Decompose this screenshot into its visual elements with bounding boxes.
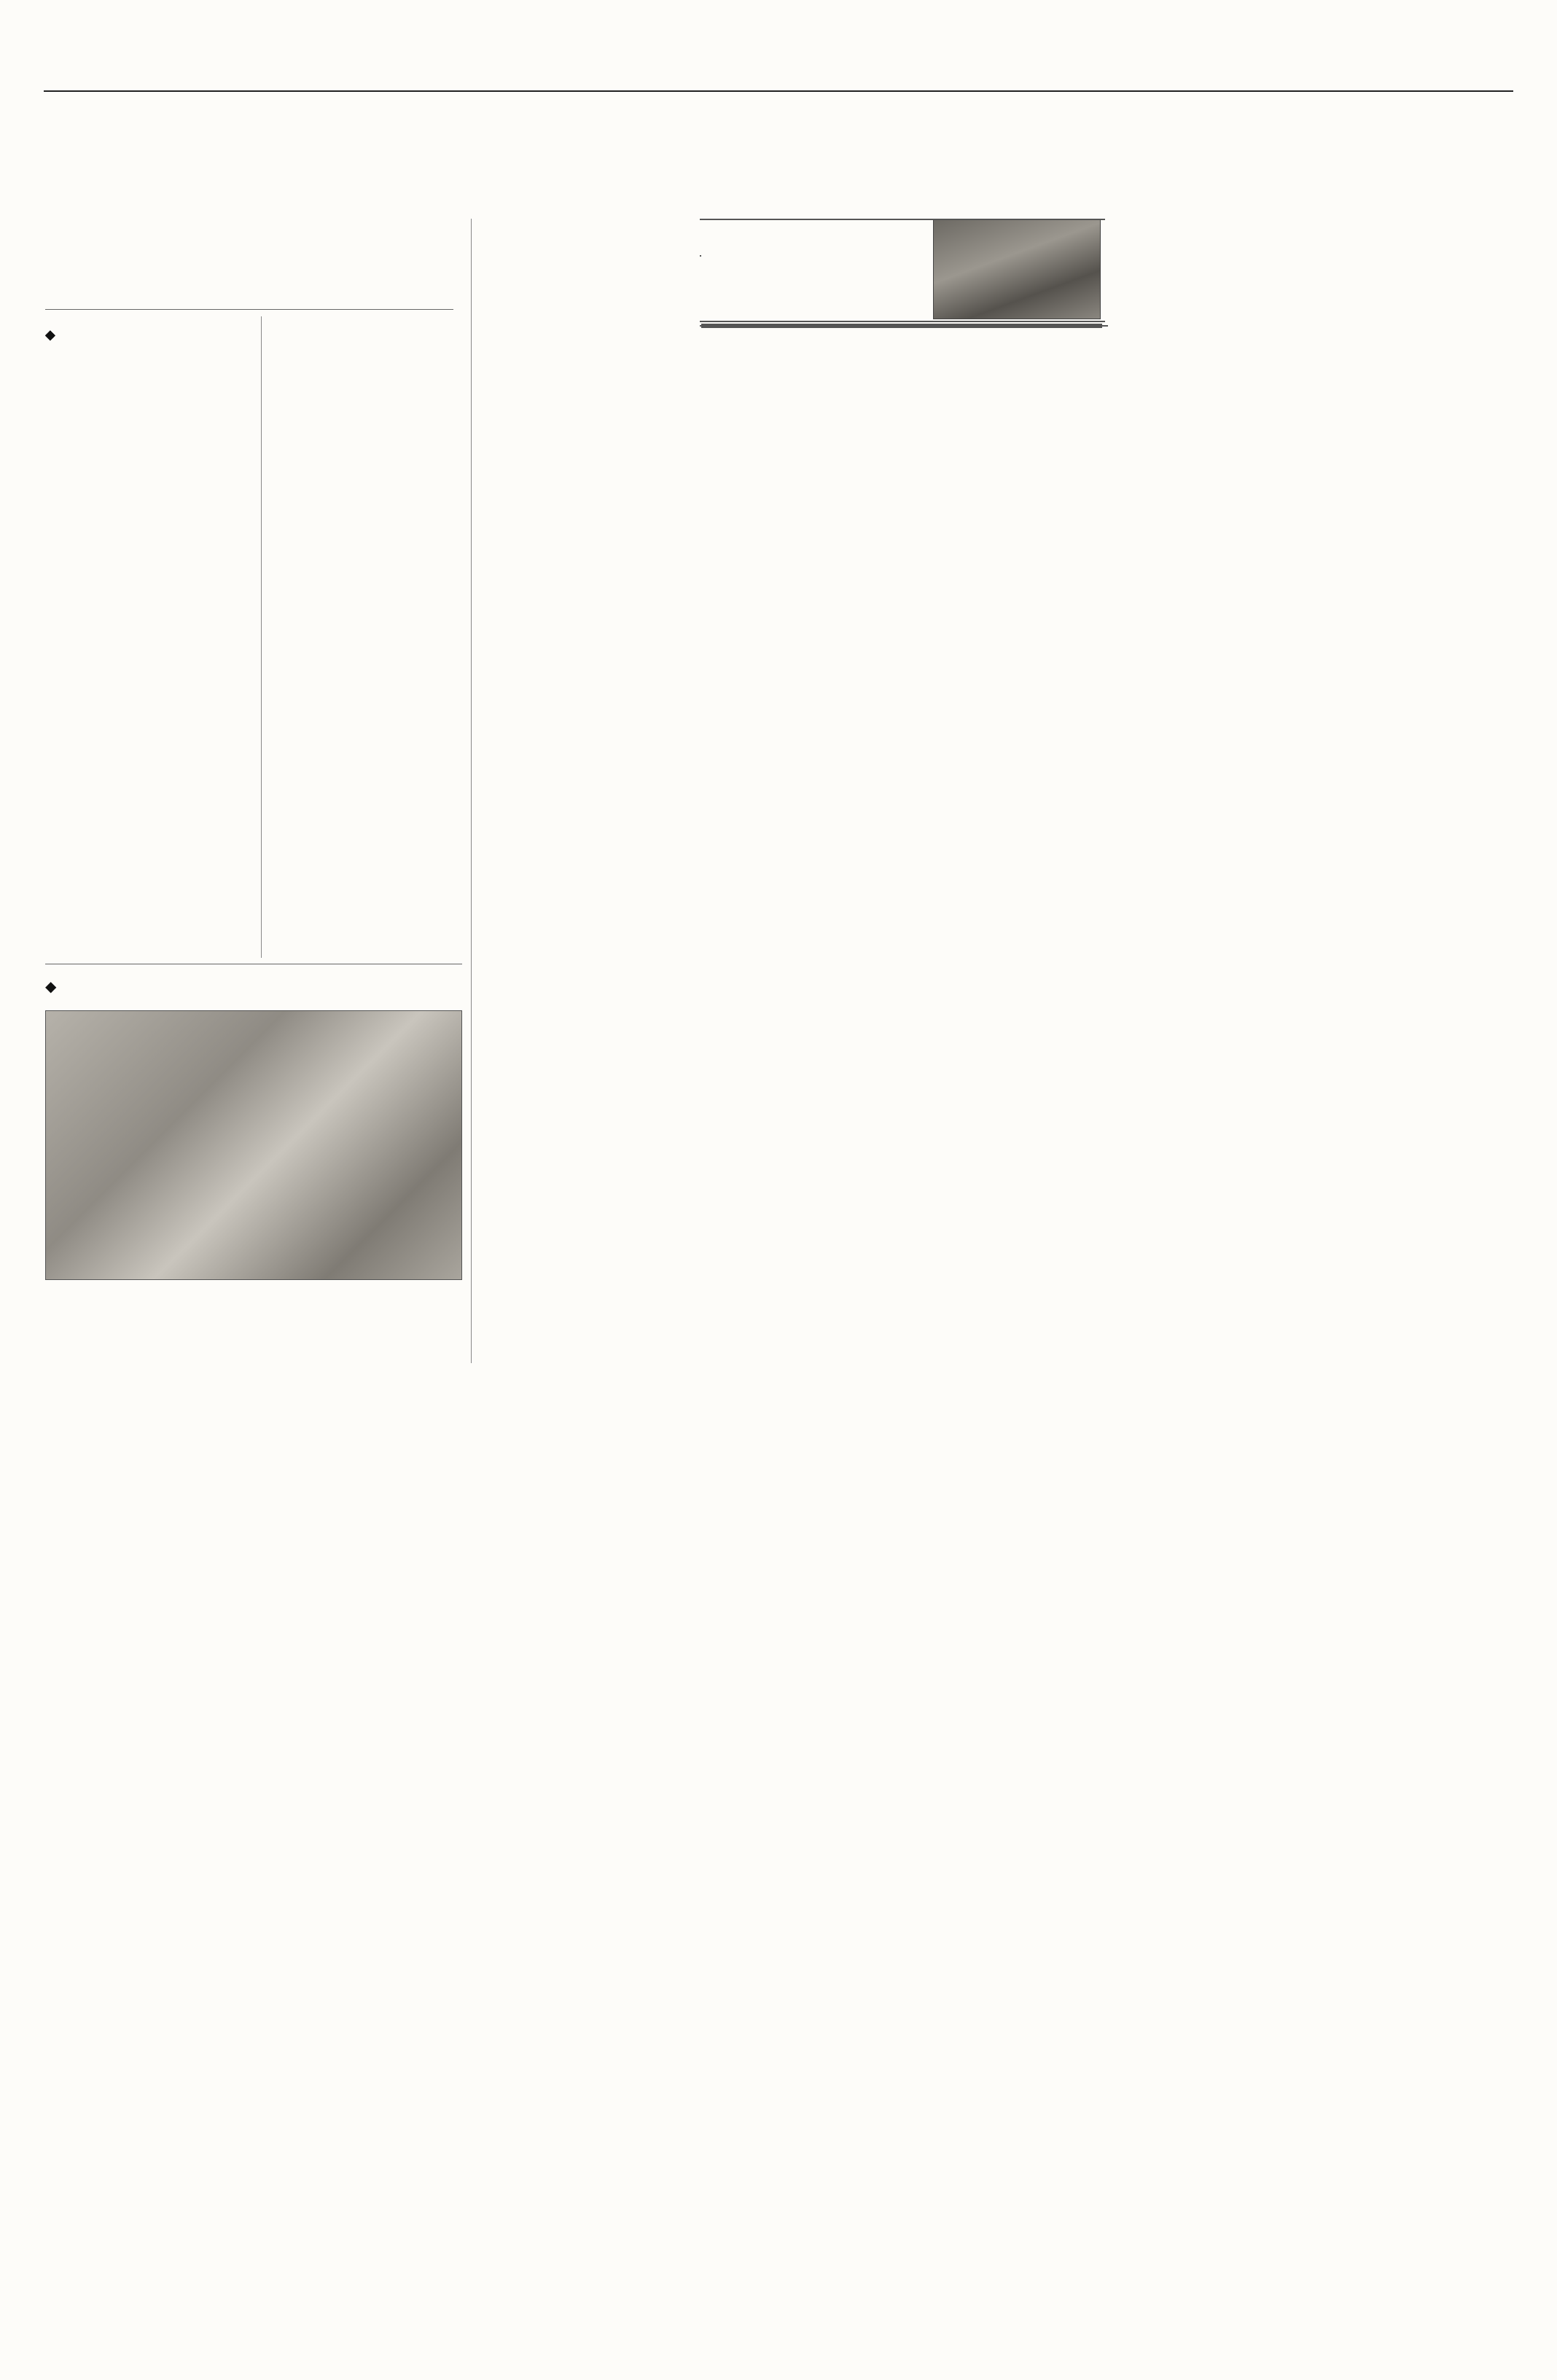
spacer [701,327,1102,328]
spacer [701,325,1102,327]
spacer [700,321,1105,322]
story-body [268,316,462,548]
story-body [706,220,921,300]
story-body [45,623,257,955]
story-body [481,220,696,304]
story-body [481,656,696,1356]
story-body [481,334,696,622]
column-divider [471,219,472,1363]
spacer [701,325,703,327]
divider [45,309,453,310]
column-divider [261,316,262,958]
masthead-rule [44,90,1513,92]
story-body [268,583,462,955]
spacer [701,219,703,220]
label-brs-joining: ◆ [45,978,57,995]
photo-harish-inset [933,219,1101,319]
story-body [706,305,921,1356]
dateline [1484,51,1506,85]
photo-brs-joining [45,1010,462,1280]
spacer [700,255,701,257]
spacer [700,219,1105,220]
photo-caption [45,1284,462,1365]
